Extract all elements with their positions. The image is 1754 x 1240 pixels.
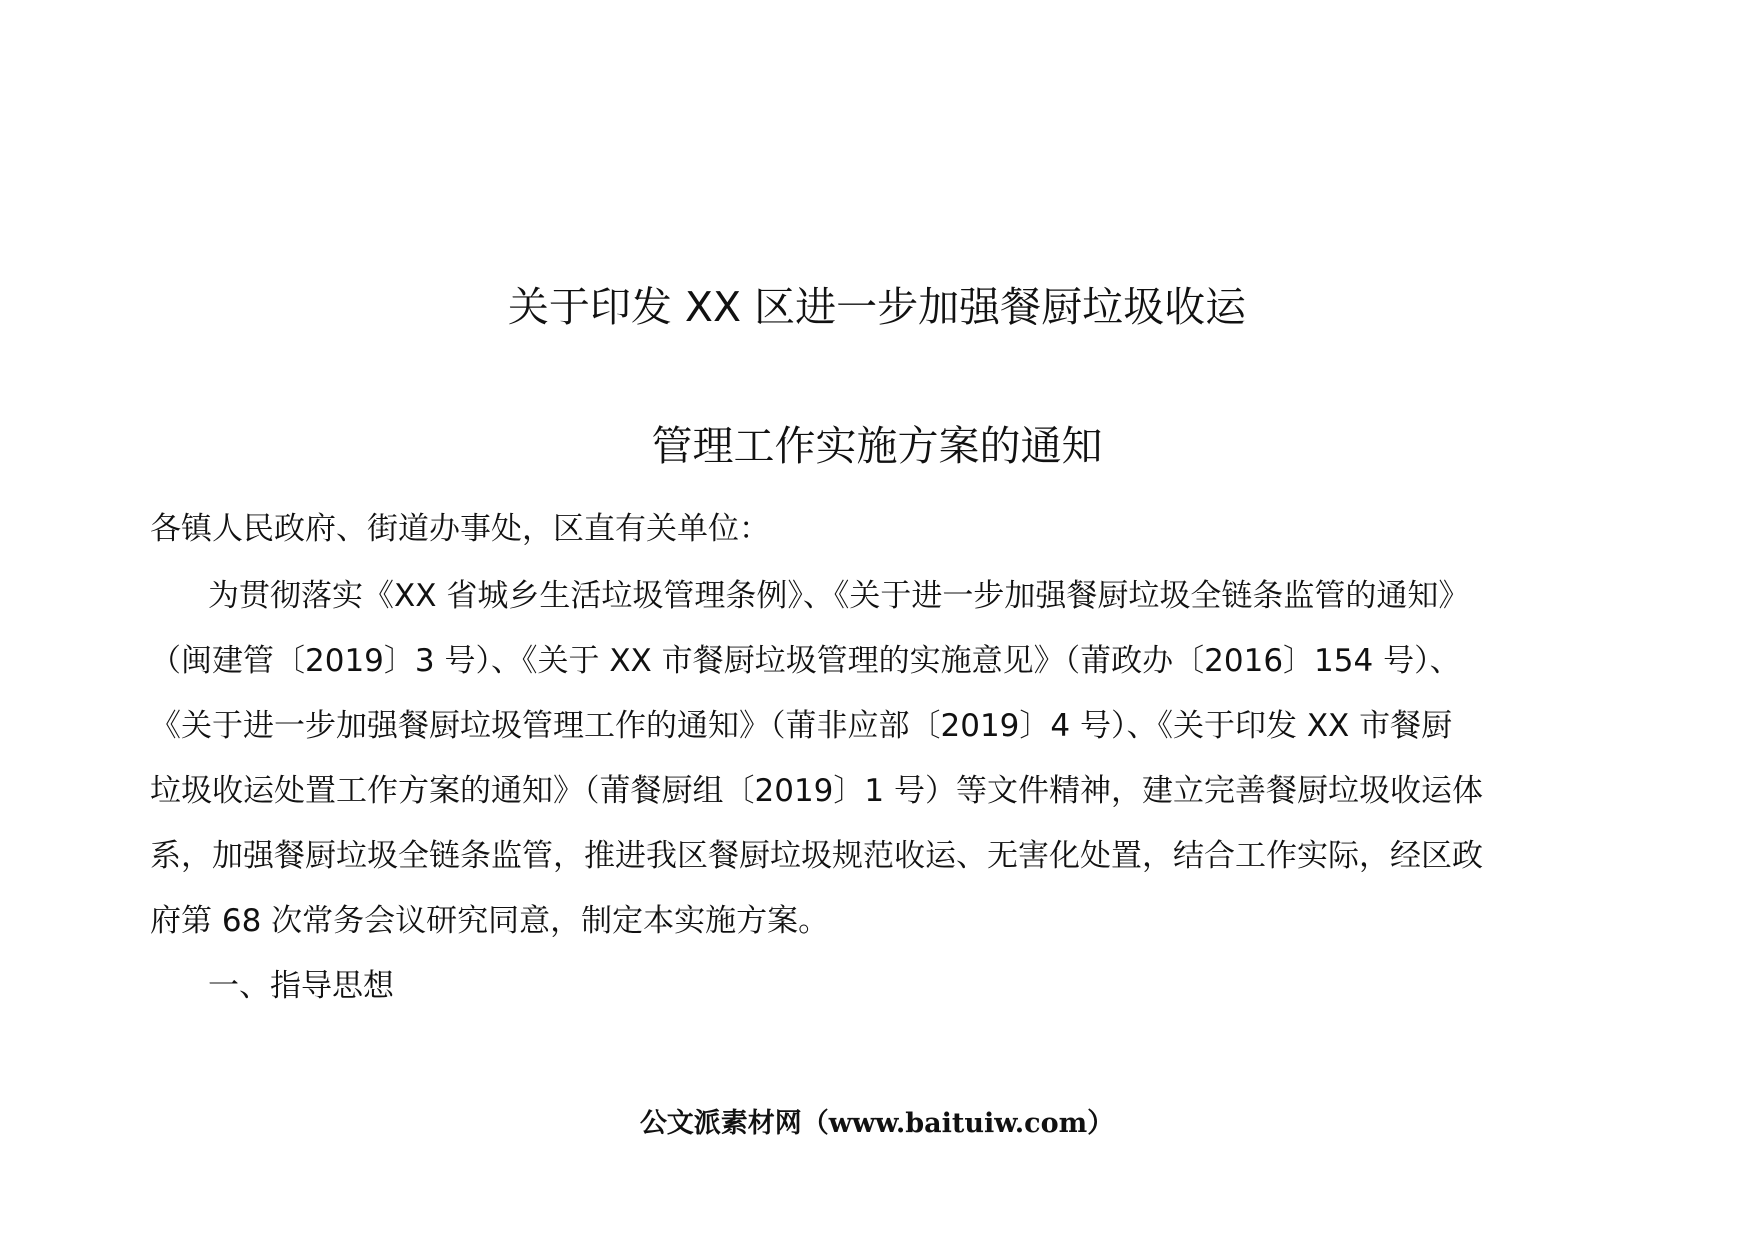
- document-title-line-2: 管理工作实施方案的通知: [651, 422, 1103, 470]
- paragraph-line-1: 为贯彻落实《XX 省城乡生活垃圾管理条例》、《关于进一步加强餐厨垃圾全链条监管的通知》: [208, 578, 1470, 614]
- salutation: 各镇人民政府、街道办事处，区直有关单位：: [150, 511, 770, 547]
- footer-text: 公文派素材网（www.baituiw.com）: [639, 1108, 1115, 1139]
- paragraph-line-5: 系，加强餐厨垃圾全链条监管，推进我区餐厨垃圾规范收运、无害化处置，结合工作实际，经区政: [150, 838, 1483, 874]
- paragraph-line-6: 府第 68 次常务会议研究同意，制定本实施方案。: [150, 903, 830, 939]
- paragraph-line-4: 垃圾收运处置工作方案的通知》（莆餐厨组〔2019〕1 号）等文件精神，建立完善餐厨垃圾收运体: [150, 773, 1483, 809]
- document-title-line-1: 关于印发 XX 区进一步加强餐厨垃圾收运: [507, 283, 1247, 331]
- paragraph-line-3: 《关于进一步加强餐厨垃圾管理工作的通知》（莆非应部〔2019〕4 号）、《关于印发 XX 市餐厨: [150, 708, 1453, 744]
- section-heading: 一、指导思想: [208, 968, 394, 1004]
- paragraph-line-2: （闽建管〔2019〕3 号）、《关于 XX 市餐厨垃圾管理的实施意见》（莆政办〔2016〕154 号）、: [150, 643, 1461, 679]
